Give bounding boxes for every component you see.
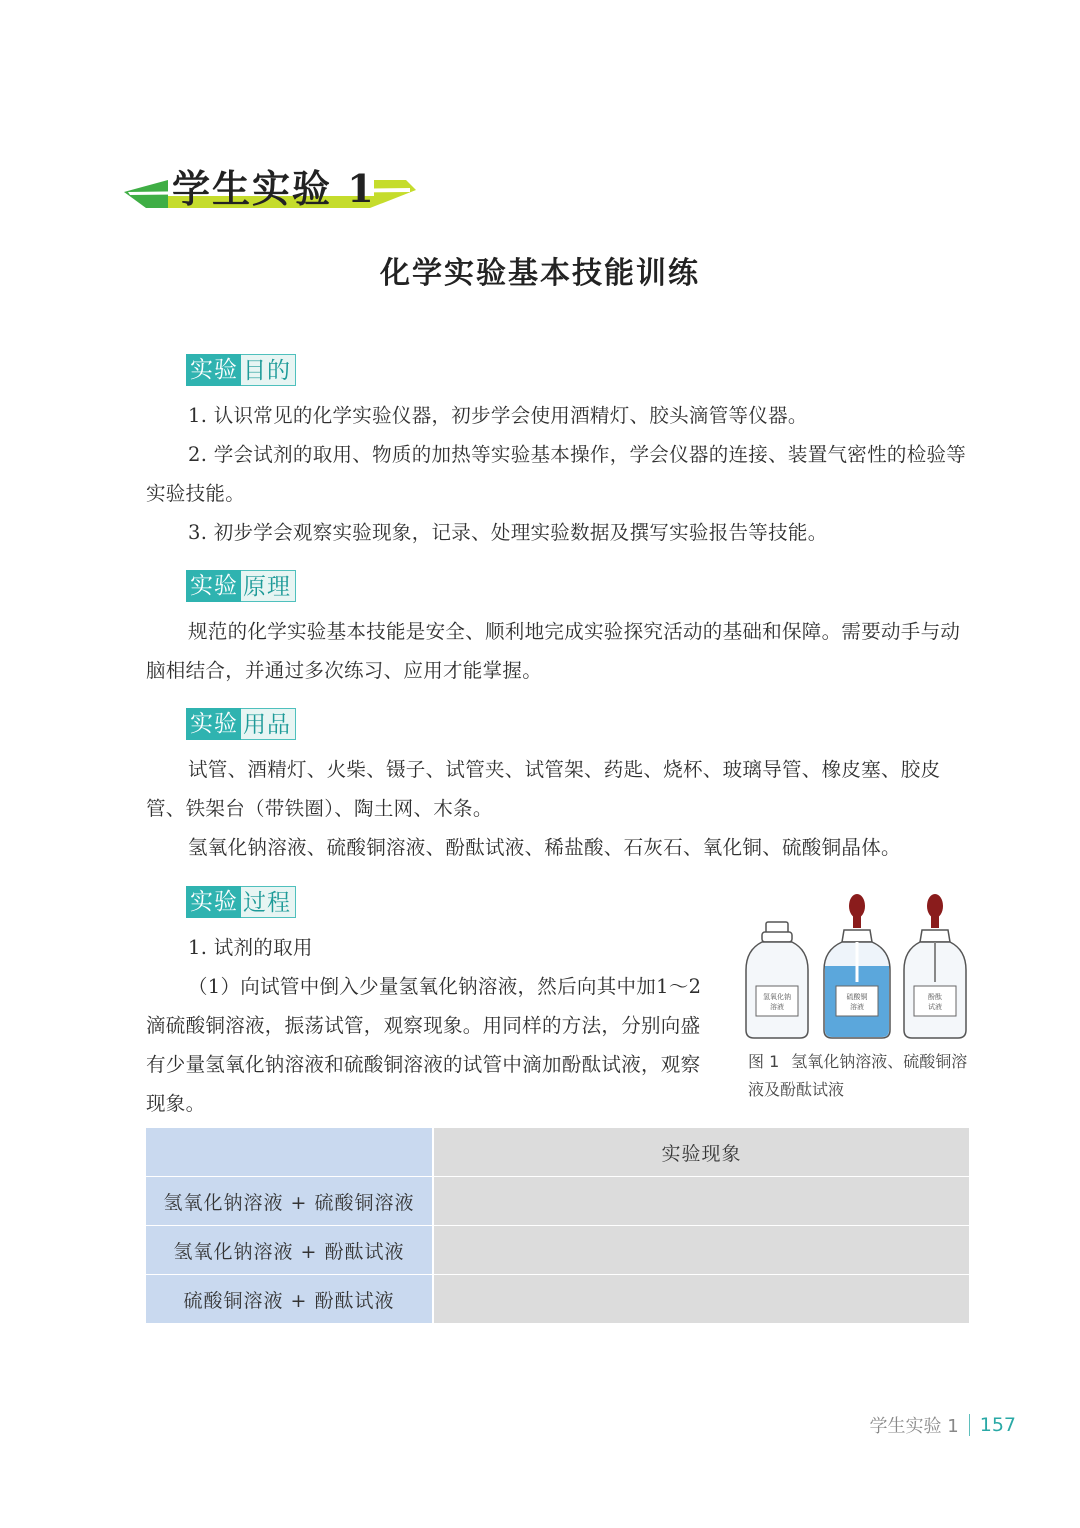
section-heading-principle (186, 570, 296, 602)
bottle-label-3b: 试液 (928, 1003, 942, 1011)
observation-table (146, 1128, 971, 1324)
section-heading-process (186, 886, 296, 918)
process-step-1: 1. 试剂的取用 (188, 936, 313, 959)
section-tag-right: 原理 (241, 570, 296, 602)
purpose-item-2: 2. 学会试剂的取用、物质的加热等实验基本操作，学会仪器的连接、装置气密性的检验等实验技能。 (146, 443, 967, 505)
table-header-row (146, 1128, 970, 1177)
section-tag-left: 实验 (186, 570, 241, 602)
process-step-1-1: （1）向试管中倒入少量氢氧化钠溶液，然后向其中加1～2 滴硫酸铜溶液，振荡试管，观察现象。用同样的方法，分别向盛有少量氢氧化钠溶液和硫酸铜溶液的试管中滴加酚酞试液，观察现象。 (146, 975, 702, 1115)
section-tag-right: 目的 (241, 354, 296, 386)
table-row (146, 1226, 970, 1275)
chapter-title: 学生实验 1 (172, 166, 376, 211)
dropper-bottle-blue-icon (824, 894, 890, 1038)
table-row-label: 氢氧化钠溶液 + 酚酞试液 (146, 1226, 433, 1275)
chapter-banner (124, 150, 416, 220)
table-cell (433, 1226, 970, 1275)
figure-caption (748, 1048, 978, 1104)
reagent-bottles-figure (740, 890, 980, 1050)
footer-chapter: 学生实验 1 (869, 1416, 959, 1437)
materials-reagents: 氢氧化钠溶液、硫酸铜溶液、酚酞试液、稀盐酸、石灰石、氧化铜、硫酸铜晶体。 (188, 836, 901, 859)
table-cell (433, 1275, 970, 1324)
table-cell (433, 1177, 970, 1226)
page-footer (870, 1412, 1016, 1438)
materials-apparatus: 试管、酒精灯、火柴、镊子、试管夹、试管架、药匙、烧杯、玻璃导管、橡皮塞、胶皮管、铁架台（带铁圈）、陶土网、木条。 (146, 758, 941, 820)
figure-caption-text: 氢氧化钠溶液、硫酸铜溶液及酚酞试液 (748, 1052, 968, 1099)
section-heading-purpose (186, 354, 296, 386)
purpose-item-1: 1. 认识常见的化学实验仪器，初步学会使用酒精灯、胶头滴管等仪器。 (188, 404, 808, 427)
section-tag-left: 实验 (186, 886, 241, 918)
table-row (146, 1177, 970, 1226)
bottle-label-2b: 溶液 (850, 1003, 864, 1011)
table-header-cell (146, 1128, 433, 1177)
bottle-label-2: 硫酸铜 (846, 993, 868, 1001)
figure-number: 图 1 (748, 1052, 780, 1071)
stoppered-bottle-icon (746, 922, 808, 1038)
table-header-cell: 实验现象 (433, 1128, 970, 1177)
dropper-bottle-clear-icon (904, 894, 966, 1038)
footer-divider (969, 1414, 970, 1436)
section-tag-right: 过程 (241, 886, 296, 918)
principle-text: 规范的化学实验基本技能是安全、顺利地完成实验探究活动的基础和保障。需要动手与动脑相结合，并通过多次练习、应用才能掌握。 (146, 620, 961, 682)
table-row (146, 1275, 970, 1324)
section-tag-right: 用品 (241, 708, 296, 740)
table-row-label: 氢氧化钠溶液 + 硫酸铜溶液 (146, 1177, 433, 1226)
page-title: 化学实验基本技能训练 (380, 256, 700, 291)
bottle-label-1b: 溶液 (770, 1003, 784, 1011)
bottle-label-1: 氢氧化钠 (763, 993, 791, 1001)
section-heading-materials (186, 708, 296, 740)
section-tag-left: 实验 (186, 354, 241, 386)
page-number: 157 (979, 1414, 1016, 1436)
table-row-label: 硫酸铜溶液 + 酚酞试液 (146, 1275, 433, 1324)
section-tag-left: 实验 (186, 708, 241, 740)
purpose-item-3: 3. 初步学会观察实验现象，记录、处理实验数据及撰写实验报告等技能。 (188, 521, 828, 544)
bottle-label-3: 酚酞 (928, 993, 942, 1001)
